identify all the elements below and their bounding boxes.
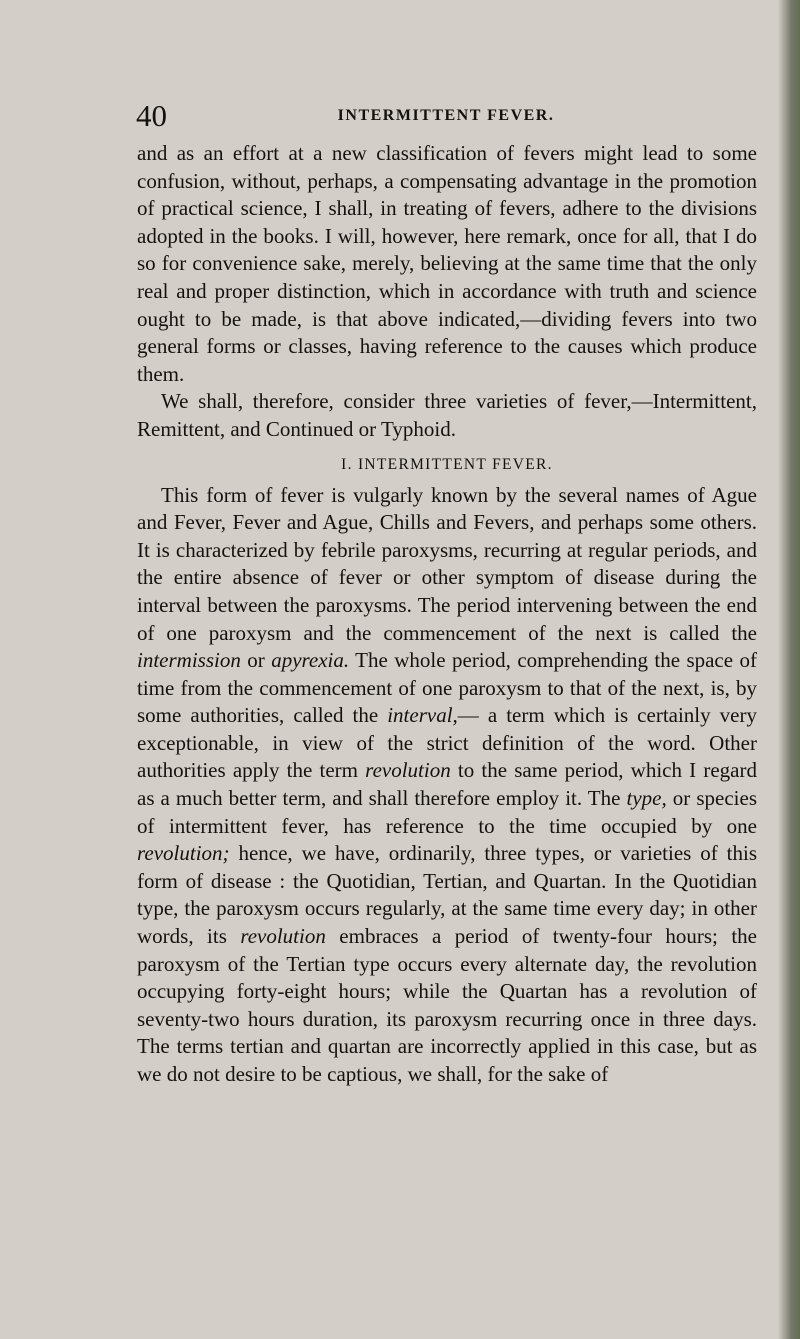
paragraph-3-text-3: The whole period, comprehending the space of time from the commencement of one paroxysm to that of the next, is, by some authorities, called the xyxy=(137,648,757,728)
term-interval: interval, xyxy=(387,703,458,728)
term-revolution: revolution xyxy=(365,758,451,783)
paragraph-1: and as an effort at a new classification of fevers might lead to some confusion, without, perhaps, a compensating advantage in the promotion of practical science, I shall, in treating of fevers, adhere to the divisions adopted in the books. I will, however, here remark, once for all, that I do so for convenience sake, merely, believing at the same time that the only real and proper distinction, which in accordance with truth and science ought to be made, is that above indicated,—dividing fevers into two general forms or classes, having reference to the causes which produce them. xyxy=(137,141,757,386)
term-intermission: intermission xyxy=(137,648,241,673)
paragraph-3-text-7: hence, we have, ordinarily, three types, or varieties of this form of disease : the Quotidian, Tertian, and Quartan. In the Quotidian type, the paroxysm occurs regularly, at the same time every day; in other words, its xyxy=(137,841,757,949)
paragraph-3-text-6: or species of intermittent fever, has reference to the time occupied by one xyxy=(137,786,757,838)
page-header xyxy=(136,96,756,136)
term-type: type, xyxy=(626,786,667,811)
term-revolution-2: revolution; xyxy=(137,841,230,866)
paragraph-3-text-5: to the same period, which I regard as a much better term, and shall therefore employ it. The xyxy=(137,758,757,811)
term-revolution-3: revolution xyxy=(240,924,326,949)
paragraph-3-text-1: This form of fever is vulgarly known by the several names of Ague and Fever, Fever and Ague, Chills and Fevers, and perhaps some others. It is characterized by febrile paroxysms, recurring at regular periods, and the entire absence of fever or other symptom of disease during the interval between the paroxysms. The period intervening between the end of one paroxysm and the commencement of the next is called the xyxy=(137,482,757,645)
paragraph-3-text-4: — a term which is certainly very exceptionable, in view of the strict definition of the word. Other authorities apply the term xyxy=(137,703,758,783)
paragraph-3 xyxy=(137,482,757,1089)
paragraph-3-text-2: or xyxy=(240,648,272,673)
section-heading: I. INTERMITTENT FEVER. xyxy=(341,455,553,473)
page-edge-shadow xyxy=(778,0,800,1339)
running-head: INTERMITTENT FEVER. xyxy=(337,107,555,124)
paragraph-3-text-8: embraces a period of twenty-four hours; the paroxysm of the Tertian type occurs every alternate day, the revolution occupying forty-eight hours; while the Quartan has a revolution of seventy-two hours duration, its paroxysm recurring once in three days. The terms tertian and quartan are incorrectly applied in this case, but as we do not desire to be captious, we shall, for the sake of xyxy=(137,924,757,1086)
paragraph-2: We shall, therefore, consider three varieties of fever,—Intermittent, Remittent, and Continued or Typhoid. xyxy=(137,389,757,441)
page-body xyxy=(137,140,757,1089)
page-number: 40 xyxy=(136,98,167,133)
term-apyrexia: apyrexia. xyxy=(271,648,350,673)
